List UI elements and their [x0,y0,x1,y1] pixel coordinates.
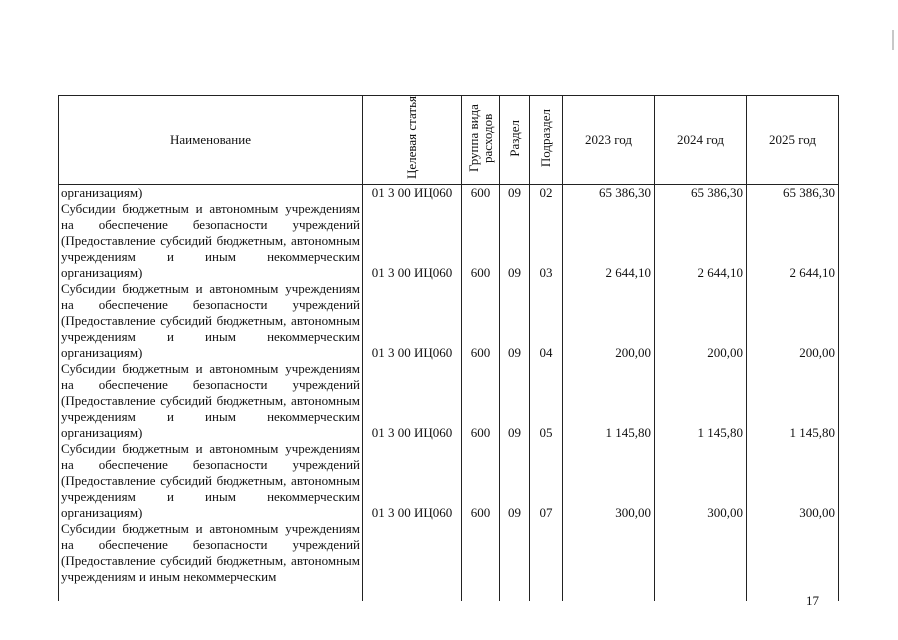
scan-edge-mark [892,30,894,50]
header-target-article-label: Целевая статья [404,96,419,180]
amount-2025-cell: 2 644,10 [789,265,835,280]
header-name: Наименование [59,96,363,185]
amount-2024-cell: 300,00 [707,505,743,520]
name-cell: Субсидии бюджетным и автономным учреждениям на обеспечение безопасности учреждений (Предоставление субсидий бюджетным, автономным учреждениям и иным некоммерческим организациям) [61,201,360,280]
amount-2024-cell: 2 644,10 [697,265,743,280]
expense-group-cell: 600 [470,185,491,200]
amount-2023-column [563,185,655,602]
amount-2024-cell: 1 145,80 [697,425,743,440]
name-column [59,185,363,602]
expense-group-cell: 600 [470,345,491,360]
section-cell: 09 [508,185,521,200]
table-header-row [59,96,839,185]
expense-group-column [462,185,500,602]
header-expense-group [462,96,500,185]
header-section [500,96,530,185]
target-article-cell: 01 3 00 ИЦ060 [371,265,453,280]
subsection-cell: 07 [539,505,553,520]
subsection-cell: 02 [539,185,553,200]
name-continuation: организациям) [61,185,143,200]
target-article-column [363,185,462,602]
name-cell: Субсидии бюджетным и автономным учреждениям на обеспечение безопасности учреждений (Предоставление субсидий бюджетным, автономным учреждениям и иным некоммерческим организациям) [61,281,360,360]
amount-2024-cell: 200,00 [707,345,743,360]
amount-2025-cell: 1 145,80 [789,425,835,440]
subsection-cell: 03 [539,265,553,280]
section-cell: 09 [508,345,521,360]
expense-group-cell: 600 [470,265,491,280]
header-2023: 2023 год [563,96,655,185]
section-cell: 09 [508,425,521,440]
target-article-cell: 01 3 00 ИЦ060 [371,505,453,520]
amount-2025-cell: 65 386,30 [783,185,835,200]
page-number: 17 [806,593,819,608]
amount-2023-cell: 300,00 [615,505,651,520]
table-body-row [59,185,839,602]
expense-group-cell: 600 [470,505,491,520]
budget-table [58,95,839,601]
header-subsection [530,96,563,185]
subsection-cell: 04 [539,345,553,360]
amount-2023-cell: 1 145,80 [605,425,651,440]
target-article-cell: 01 3 00 ИЦ060 [371,345,453,360]
section-cell: 09 [508,505,521,520]
amount-2023-cell: 2 644,10 [605,265,651,280]
amount-2025-cell: 300,00 [799,505,835,520]
header-section-label: Раздел [506,119,522,157]
name-cell: Субсидии бюджетным и автономным учреждениям на обеспечение безопасности учреждений (Предоставление субсидий бюджетным, автономным учреждениям и иным некоммерческим [61,521,360,584]
header-2024: 2024 год [655,96,747,185]
expense-group-cell: 600 [470,425,491,440]
target-article-cell: 01 3 00 ИЦ060 [371,425,453,440]
header-subsection-label: Подраздел [538,108,553,168]
section-column [500,185,530,602]
name-cell: Субсидии бюджетным и автономным учреждениям на обеспечение безопасности учреждений (Предоставление субсидий бюджетным, автономным учреждениям и иным некоммерческим организациям) [61,361,360,440]
header-target-article [363,96,462,185]
name-cell: Субсидии бюджетным и автономным учреждениям на обеспечение безопасности учреждений (Предоставление субсидий бюджетным, автономным учреждениям и иным некоммерческим организациям) [61,441,360,520]
amount-2024-column [655,185,747,602]
header-2025: 2025 год [747,96,839,185]
amount-2024-cell: 65 386,30 [691,185,743,200]
subsection-column [530,185,563,602]
section-cell: 09 [508,265,521,280]
amount-2025-cell: 200,00 [799,345,835,360]
amount-2023-cell: 200,00 [615,345,651,360]
subsection-cell: 05 [539,425,553,440]
header-expense-group-label: Группа вида расходов [465,104,495,172]
target-article-cell: 01 3 00 ИЦ060 [371,185,453,200]
amount-2025-column [747,185,839,602]
amount-2023-cell: 65 386,30 [599,185,651,200]
